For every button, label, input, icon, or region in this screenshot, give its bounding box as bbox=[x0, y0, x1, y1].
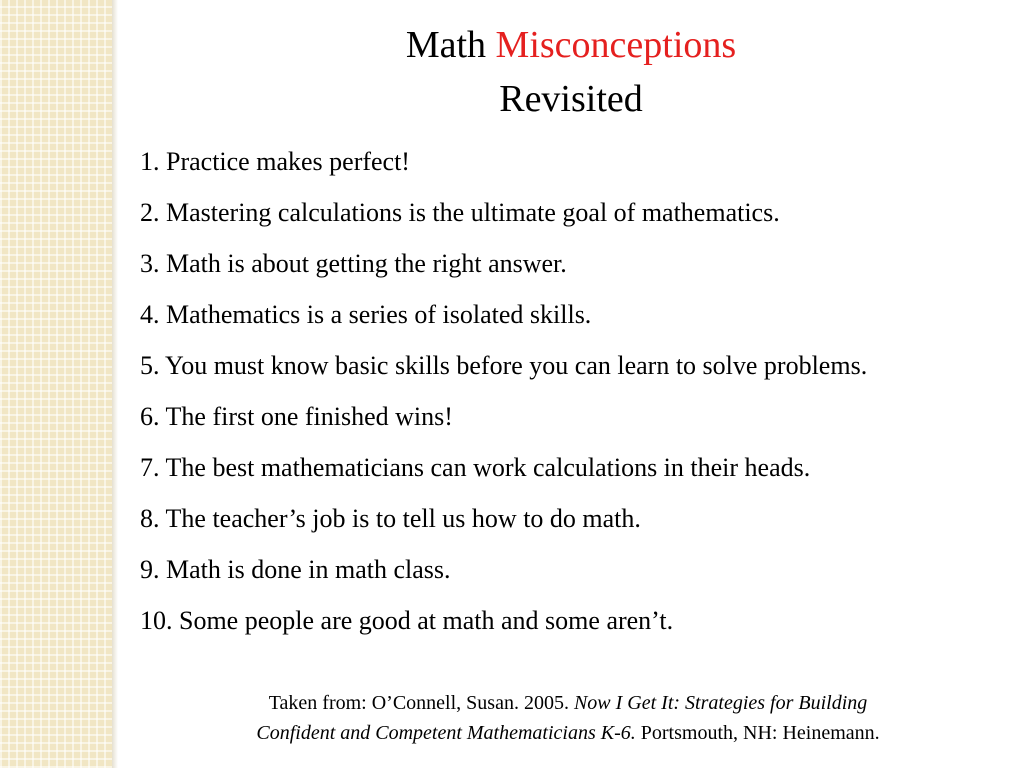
list-item: 8. The teacher’s job is to tell us how to do math. bbox=[140, 504, 641, 533]
list-item: 5. You must know basic skills before you can learn to solve problems. bbox=[140, 351, 868, 380]
list-item: 6. The first one finished wins! bbox=[140, 402, 453, 431]
citation-book-title-line1: Now I Get It: Strategies for Building bbox=[573, 692, 868, 714]
citation bbox=[140, 688, 996, 748]
list-item: 2. Mastering calculations is the ultimate goal of mathematics. bbox=[140, 198, 780, 227]
list-item: 10. Some people are good at math and some aren’t. bbox=[140, 606, 674, 635]
list-item: 1. Practice makes perfect! bbox=[140, 147, 410, 176]
citation-book-title-line2: Confident and Competent Mathematicians K-6. bbox=[256, 722, 636, 744]
list-item: 4. Mathematics is a series of isolated skills. bbox=[140, 300, 592, 329]
list-item: 9. Math is done in math class. bbox=[140, 555, 451, 584]
decorative-side-band bbox=[0, 0, 112, 768]
title-prefix: Math bbox=[405, 24, 496, 66]
list-item: 7. The best mathematicians can work calculations in their heads. bbox=[140, 453, 811, 482]
slide-subtitle: Revisited bbox=[499, 78, 643, 120]
title-highlight: Misconceptions bbox=[495, 24, 737, 66]
slide-title bbox=[118, 22, 1024, 68]
misconceptions-list bbox=[140, 143, 867, 653]
list-item: 3. Math is about getting the right answer. bbox=[140, 249, 567, 278]
citation-suffix: Portsmouth, NH: Heinemann. bbox=[635, 722, 880, 744]
citation-prefix: Taken from: O’Connell, Susan. 2005. bbox=[268, 692, 574, 714]
